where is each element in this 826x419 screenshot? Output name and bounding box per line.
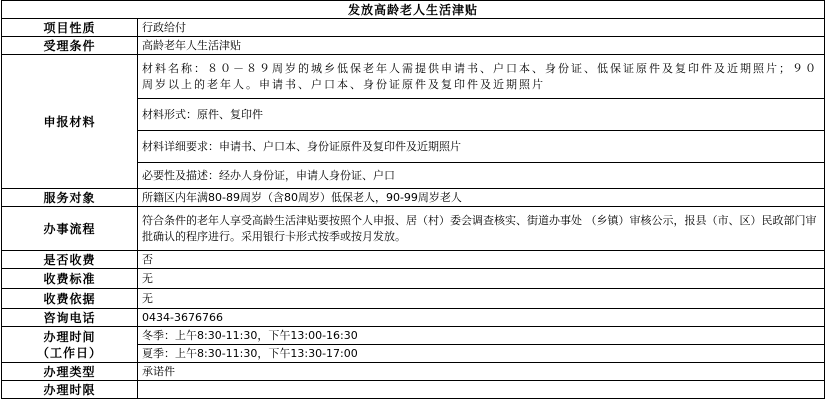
- materials-label: 申报材料: [2, 55, 138, 189]
- page-title: 发放高龄老人生活津贴: [2, 1, 825, 19]
- item-nature-label: 项目性质: [2, 19, 138, 37]
- hours-winter: 冬季：上午8:30-11:30，下午13:00-16:30: [138, 327, 825, 345]
- hours-label-line1: 办理时间: [43, 329, 96, 344]
- materials-form: 材料形式：原件、复印件: [138, 99, 825, 131]
- fee-standard-label: 收费标准: [2, 269, 138, 289]
- fee-label: 是否收费: [2, 251, 138, 269]
- time-limit-value: [138, 381, 825, 399]
- phone-label: 咨询电话: [2, 309, 138, 327]
- hours-label-line2: （工作日）: [36, 345, 102, 360]
- type-label: 办理类型: [2, 363, 138, 381]
- materials-name: 材料名称：８０－８９周岁的城乡低保老年人需提供申请书、户口本、身份证、低保证原件及复印件及近期照片；９０周岁以上的老年人。申请书、户口本、身份证原件及复印件及近期照片: [138, 55, 825, 99]
- fee-basis-label: 收费依据: [2, 289, 138, 309]
- materials-necessity: 必要性及描述：经办人身份证，申请人身份证、户口: [138, 163, 825, 189]
- phone-value: 0434-3676766: [138, 309, 825, 327]
- conditions-value: 高龄老年人生活津贴: [138, 37, 825, 55]
- item-nature-value: 行政给付: [138, 19, 825, 37]
- hours-label: [2, 327, 138, 363]
- materials-detail: 材料详细要求：申请书、户口本、身份证原件及复印件及近期照片: [138, 131, 825, 163]
- time-limit-label: 办理时限: [2, 381, 138, 399]
- type-value: 承诺件: [138, 363, 825, 381]
- fee-basis-value: 无: [138, 289, 825, 309]
- procedure-label: 办事流程: [2, 207, 138, 251]
- fee-standard-value: 无: [138, 269, 825, 289]
- service-target-label: 服务对象: [2, 189, 138, 207]
- hours-summer: 夏季：上午8:30-11:30，下午13:30-17:00: [138, 345, 825, 363]
- conditions-label: 受理条件: [2, 37, 138, 55]
- service-info-table: [1, 0, 825, 399]
- procedure-value: 符合条件的老年人享受高龄生活津贴要按照个人申报、居（村）委会调查核实、街道办事处 （乡镇）审核公示，报县（市、区）民政部门审批确认的程序进行。采用银行卡形式按季或按月发放。: [138, 207, 825, 251]
- service-target-value: 所籍区内年满80-89周岁（含80周岁）低保老人，90-99周岁老人: [138, 189, 825, 207]
- fee-value: 否: [138, 251, 825, 269]
